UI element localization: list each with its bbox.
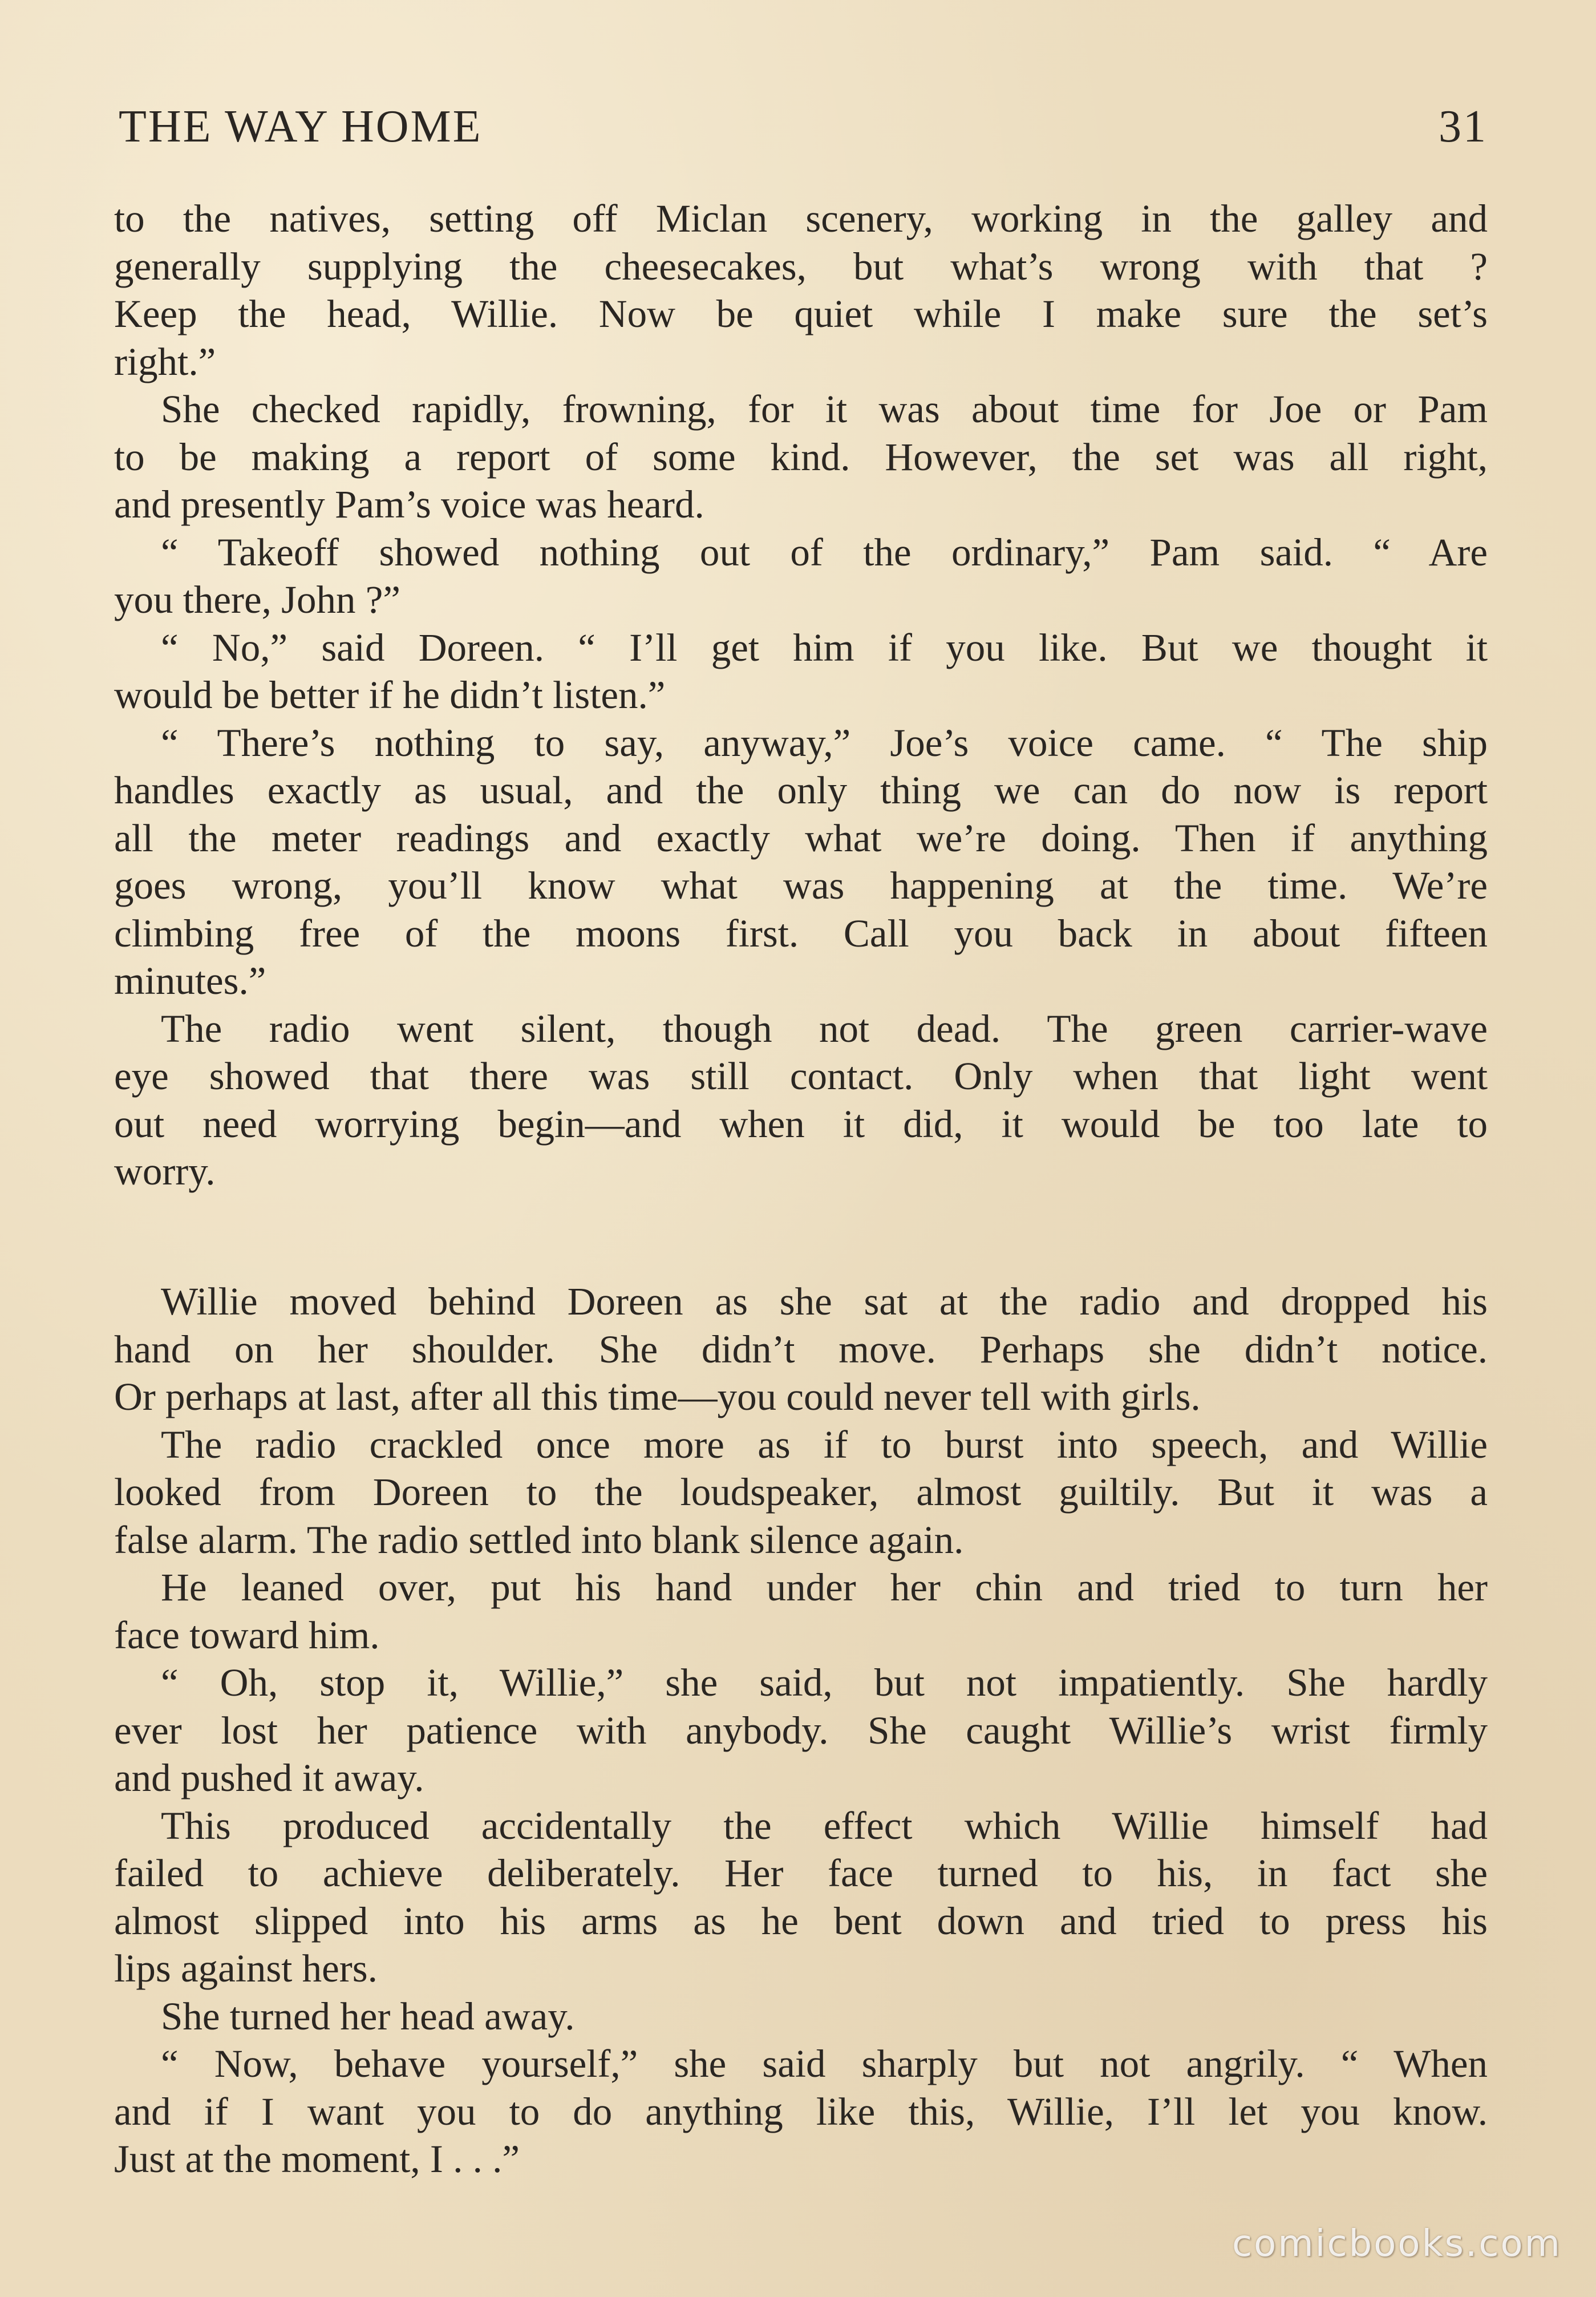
text-line: handles exactly as usual, and the only thing we can do now is report (114, 769, 1488, 812)
text-line: out need worrying begin—and when it did, it would be too late to (114, 1102, 1488, 1146)
paragraph (114, 719, 1488, 1005)
text-line: ever lost her patience with anybody. She caught Willie’s wrist firmly (114, 1708, 1488, 1752)
text-line: climbing free of the moons first. Call you back in about fifteen (114, 911, 1488, 955)
text-line: eye showed that there was still contact. Only when that light went (114, 1054, 1488, 1098)
text-section-two (114, 1278, 1488, 2183)
text-line: “ Now, behave yourself,” she said sharply but not angrily. “ When (161, 2042, 1488, 2085)
text-line: to be making a report of some kind. However, the set was all right, (114, 435, 1488, 479)
text-line: “ Takeoff showed nothing out of the ordinary,” Pam said. “ Are (161, 530, 1488, 574)
text-line: “ Oh, stop it, Willie,” she said, but not impatiently. She hardly (161, 1661, 1488, 1704)
text-line: you there, John ?” (114, 578, 401, 621)
text-line: This produced accidentally the effect which Willie himself had (161, 1803, 1488, 1847)
text-line: and if I want you to do anything like this, Willie, I’ll let you know. (114, 2089, 1488, 2133)
text-line: almost slipped into his arms as he bent down and tried to press his (114, 1899, 1488, 1943)
text-line: false alarm. The radio settled into blank silence again. (114, 1518, 964, 1562)
text-line: to the natives, setting off Miclan scenery, working in the galley and (114, 197, 1488, 240)
text-line: right.” (114, 339, 216, 383)
paragraph (114, 1421, 1488, 1564)
text-line: Just at the moment, I . . .” (114, 2137, 520, 2181)
text-line: Willie moved behind Doreen as she sat at the radio and dropped his (161, 1280, 1488, 1323)
text-line: He leaned over, put his hand under her chin and tried to turn her (161, 1566, 1488, 1609)
running-title: THE WAY HOME (119, 102, 483, 152)
running-head (119, 98, 1488, 155)
text-line: Keep the head, Willie. Now be quiet while I make sure the set’s (114, 292, 1488, 335)
paragraph (114, 1278, 1488, 1421)
text-line: generally supplying the cheesecakes, but what’s wrong with that ? (114, 244, 1488, 288)
paragraph (114, 1659, 1488, 1802)
text-line: “ No,” said Doreen. “ I’ll get him if you like. But we thought it (161, 625, 1488, 669)
paragraph (114, 386, 1488, 529)
text-line: The radio went silent, though not dead. The green carrier-wave (161, 1006, 1488, 1050)
paragraph (114, 529, 1488, 624)
watermark-logo: comicbooks.com (1232, 2223, 1562, 2265)
text-section-one (114, 195, 1488, 1196)
text-line: hand on her shoulder. She didn’t move. Perhaps she didn’t notice. (114, 1327, 1488, 1371)
text-line: failed to achieve deliberately. Her face turned to his, in fact she (114, 1851, 1488, 1895)
text-line: would be better if he didn’t listen.” (114, 673, 666, 717)
text-line: looked from Doreen to the loudspeaker, almost guiltily. But it was a (114, 1470, 1488, 1514)
text-line: face toward him. (114, 1613, 380, 1657)
paragraph (114, 1005, 1488, 1196)
text-line: The radio crackled once more as if to burst into speech, and Willie (161, 1422, 1488, 1466)
text-line: lips against hers. (114, 1947, 378, 1990)
text-line: all the meter readings and exactly what we’re doing. Then if anything (114, 816, 1488, 860)
paragraph (114, 1993, 1488, 2041)
text-line: and presently Pam’s voice was heard. (114, 483, 704, 526)
text-line: goes wrong, you’ll know what was happening at the time. We’re (114, 864, 1488, 907)
paragraph (114, 1802, 1488, 1993)
text-line: She turned her head away. (161, 1994, 575, 2038)
text-line: worry. (114, 1150, 216, 1193)
paragraph (114, 2040, 1488, 2183)
paragraph (114, 1564, 1488, 1659)
paragraph (114, 624, 1488, 719)
text-line: and pushed it away. (114, 1756, 424, 1799)
page-number: 31 (1439, 102, 1488, 152)
text-line: She checked rapidly, frowning, for it was about time for Joe or Pam (161, 387, 1488, 431)
text-line: Or perhaps at last, after all this time—you could never tell with girls. (114, 1375, 1201, 1418)
paragraph (114, 195, 1488, 386)
text-line: minutes.” (114, 959, 266, 1002)
text-line: “ There’s nothing to say, anyway,” Joe’s voice came. “ The ship (161, 721, 1488, 765)
